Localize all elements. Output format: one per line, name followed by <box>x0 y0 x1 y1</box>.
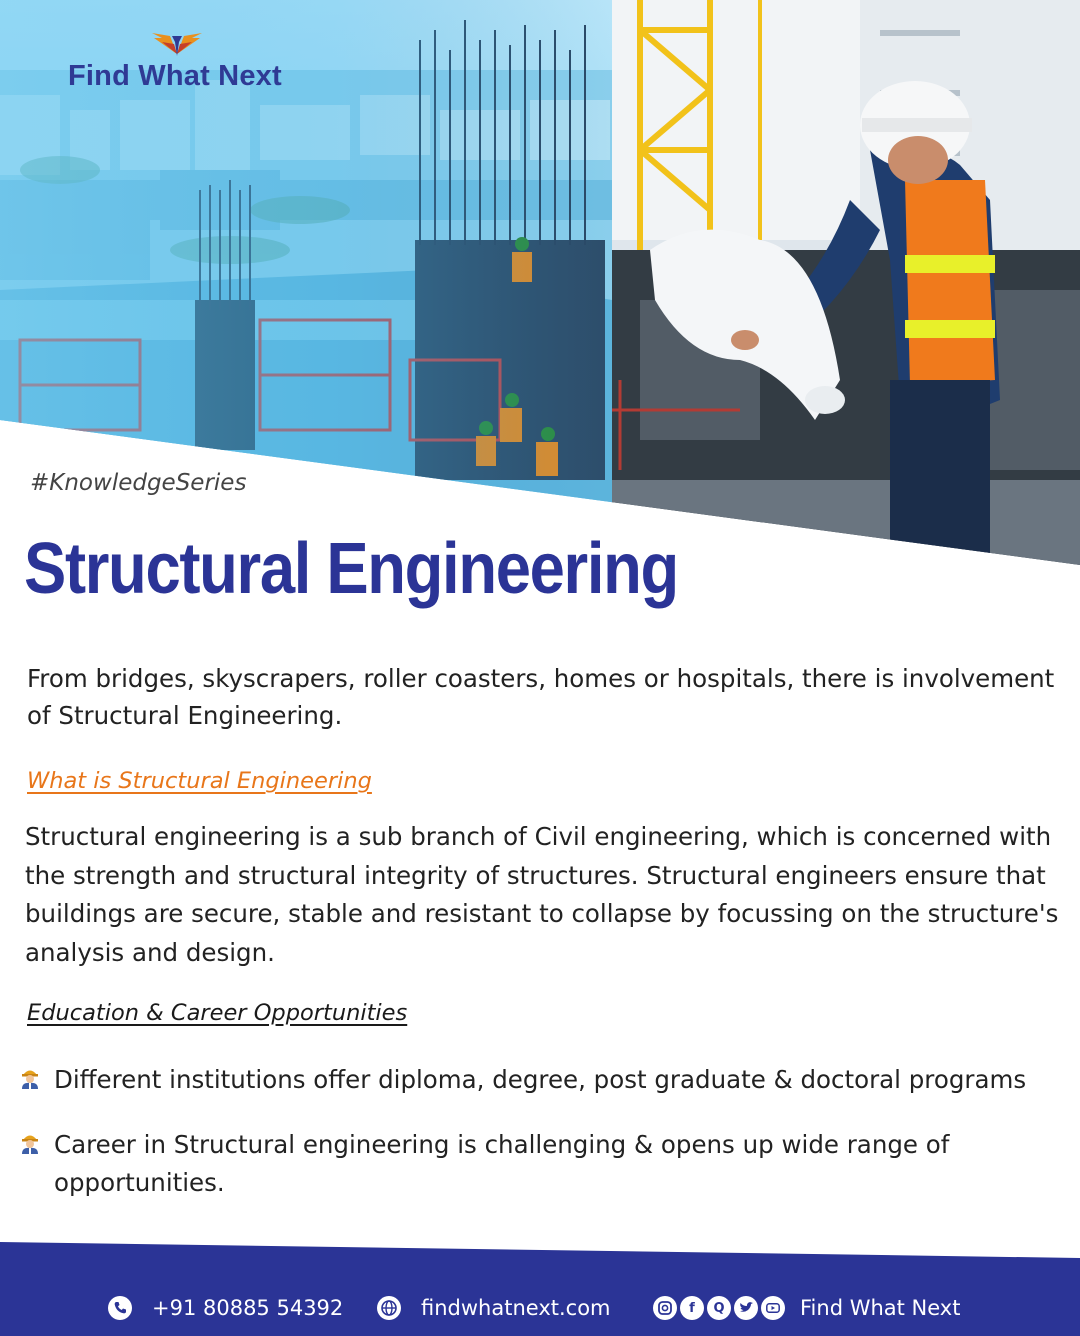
footer-social[interactable] <box>653 1296 960 1320</box>
bullet-text: Career in Structural engineering is challenging & opens up wide range of opportunities. <box>54 1130 950 1197</box>
twitter-icon[interactable] <box>734 1296 758 1320</box>
footer-band <box>0 1236 1080 1336</box>
intro-paragraph: From bridges, skyscrapers, roller coasters, homes or hospitals, there is involvement of Structural Engineering. <box>27 664 1055 730</box>
brand-logo[interactable] <box>68 30 298 93</box>
globe-icon <box>377 1296 401 1320</box>
list-item <box>20 1061 1070 1099</box>
instagram-icon[interactable] <box>653 1296 677 1320</box>
quora-icon[interactable]: Q <box>707 1296 731 1320</box>
bullet-text: Different institutions offer diploma, degree, post graduate & doctoral programs <box>54 1065 1027 1094</box>
social-label: Find What Next <box>800 1296 961 1320</box>
hero-image <box>0 0 1080 570</box>
list-item <box>20 1126 1070 1202</box>
section-heading-what[interactable]: What is Structural Engineering <box>27 768 372 794</box>
brand-name: Find What Next <box>68 60 282 92</box>
phone-number: +91 80885 54392 <box>152 1296 344 1320</box>
page-title: Structural Engineering <box>24 529 678 609</box>
hashtag-label: #KnowledgeSeries <box>30 470 247 496</box>
youtube-icon[interactable] <box>761 1296 785 1320</box>
footer <box>0 1236 1080 1336</box>
facebook-icon[interactable]: f <box>680 1296 704 1320</box>
website-url: findwhatnext.com <box>421 1296 611 1320</box>
footer-phone[interactable] <box>108 1296 343 1320</box>
footer-website[interactable] <box>377 1296 611 1320</box>
phone-icon <box>108 1296 132 1320</box>
engineer-icon <box>20 1061 54 1099</box>
section-heading-education[interactable]: Education & Career Opportunities <box>27 1000 408 1026</box>
wings-logo-icon <box>148 30 206 60</box>
section-body-what: Structural engineering is a sub branch of Civil engineering, which is concerned with the strength and structural integrity of structures. Structural engineers ensure that buildings are secure, stable and resistant to collapse by focussing on the structure's analysis and design. <box>25 822 1059 967</box>
engineer-icon <box>20 1126 54 1202</box>
